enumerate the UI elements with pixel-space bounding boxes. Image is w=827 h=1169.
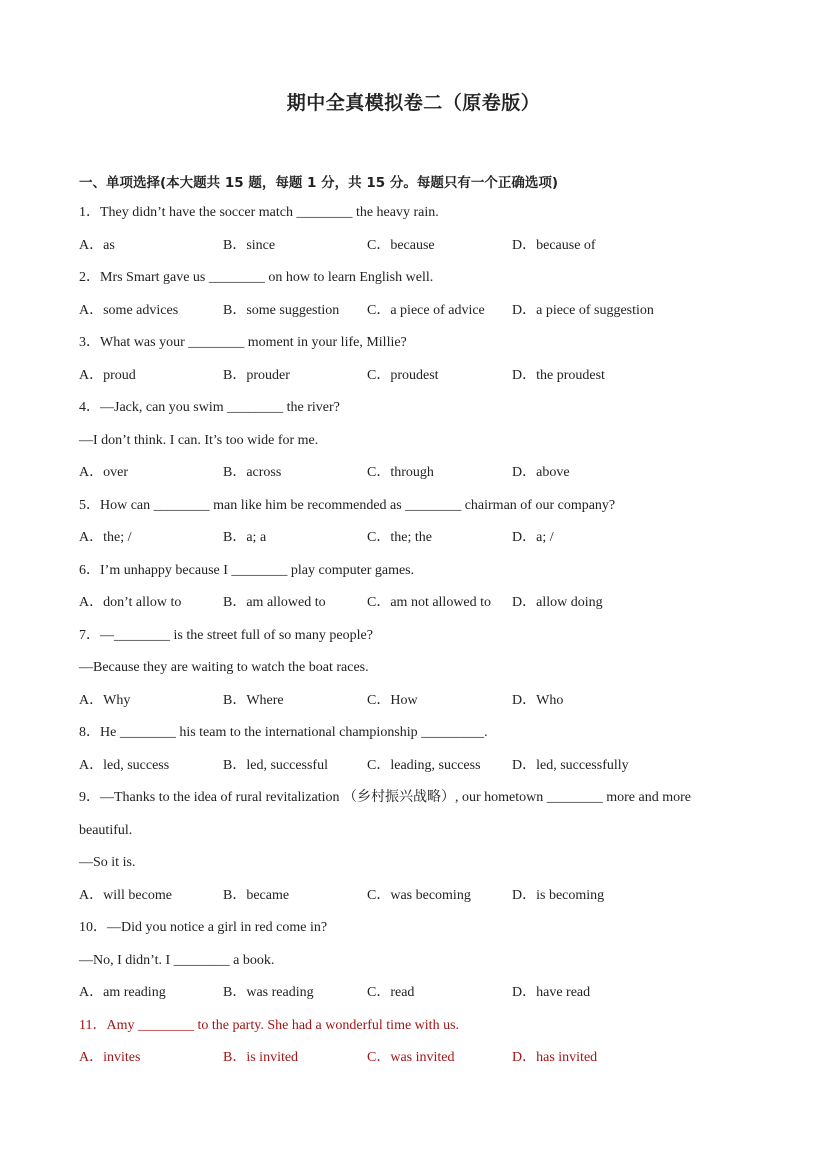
- question-1-stem: 1．They didn’t have the soccer match ________ the heavy rain.: [79, 205, 439, 220]
- question-4-option-c: C．through: [367, 465, 434, 480]
- question-1-option-a: A．as: [79, 238, 115, 253]
- question-7-stem: 7．—________ is the street full of so many people?: [79, 628, 373, 643]
- question-10-option-d: D．have read: [512, 985, 591, 1000]
- question-9-reply: —So it is.: [79, 855, 136, 870]
- question-3-option-c: C．proudest: [367, 368, 439, 383]
- question-2-stem: 2．Mrs Smart gave us ________ on how to learn English well.: [79, 270, 434, 285]
- question-7-option-c: C．How: [367, 693, 418, 708]
- question-2-option-d: D．a piece of suggestion: [512, 303, 654, 318]
- question-11-option-d: D．has invited: [512, 1050, 598, 1065]
- question-3-option-b: B．prouder: [223, 368, 290, 383]
- question-5-option-c: C．the; the: [367, 530, 432, 545]
- question-2-option-c: C．a piece of advice: [367, 303, 485, 318]
- question-5-option-a: A．the; /: [79, 530, 132, 545]
- question-9-continuation: beautiful.: [79, 823, 133, 838]
- question-1-option-d: D．because of: [512, 238, 596, 253]
- question-3-stem: 3．What was your ________ moment in your life, Millie?: [79, 335, 407, 350]
- question-6-stem: 6．I’m unhappy because I ________ play computer games.: [79, 563, 415, 578]
- question-9-stem: 9．—Thanks to the idea of rural revitalization （乡村振兴战略）, our hometown ________ more and more: [79, 790, 691, 805]
- question-2-option-b: B．some suggestion: [223, 303, 340, 318]
- question-6-option-d: D．allow doing: [512, 595, 603, 610]
- question-11-option-a: A．invites: [79, 1050, 141, 1065]
- question-8-option-b: B．led, successful: [223, 758, 328, 773]
- question-3-option-a: A．proud: [79, 368, 136, 383]
- question-7-option-a: A．Why: [79, 693, 131, 708]
- question-8-stem: 8．He ________ his team to the international championship _________.: [79, 725, 488, 740]
- question-9-option-b: B．became: [223, 888, 290, 903]
- question-9-option-d: D．is becoming: [512, 888, 605, 903]
- question-5-option-d: D．a; /: [512, 530, 554, 545]
- question-7-reply: —Because they are waiting to watch the boat races.: [79, 660, 369, 675]
- question-10-option-a: A．am reading: [79, 985, 166, 1000]
- question-2-option-a: A．some advices: [79, 303, 179, 318]
- question-10-stem: 10．—Did you notice a girl in red come in?: [79, 920, 328, 935]
- question-7-option-d: D．Who: [512, 693, 564, 708]
- question-8-option-d: D．led, successfully: [512, 758, 629, 773]
- question-4-option-d: D．above: [512, 465, 570, 480]
- question-8-option-a: A．led, success: [79, 758, 170, 773]
- question-4-option-a: A．over: [79, 465, 128, 480]
- question-11-option-b: B．is invited: [223, 1050, 299, 1065]
- question-9-option-a: A．will become: [79, 888, 172, 903]
- section-heading: 一、单项选择(本大题共 15 题，每题 1 分，共 15 分。每题只有一个正确选项): [79, 175, 559, 191]
- page-title: 期中全真模拟卷二（原卷版）: [286, 92, 541, 114]
- question-7-option-b: B．Where: [223, 693, 284, 708]
- question-1-option-b: B．since: [223, 238, 276, 253]
- question-1-option-c: C．because: [367, 238, 435, 253]
- question-3-option-d: D．the proudest: [512, 368, 605, 383]
- question-5-stem: 5．How can ________ man like him be recommended as ________ chairman of our company?: [79, 498, 616, 513]
- question-4-option-b: B．across: [223, 465, 282, 480]
- question-6-option-c: C．am not allowed to: [367, 595, 492, 610]
- question-4-stem: 4．—Jack, can you swim ________ the river?: [79, 400, 340, 415]
- question-8-option-c: C．leading, success: [367, 758, 481, 773]
- question-6-option-a: A．don’t allow to: [79, 595, 182, 610]
- question-10-option-b: B．was reading: [223, 985, 314, 1000]
- question-9-option-c: C．was becoming: [367, 888, 471, 903]
- question-6-option-b: B．am allowed to: [223, 595, 326, 610]
- question-11-stem: 11．Amy ________ to the party. She had a wonderful time with us.: [79, 1018, 460, 1033]
- question-4-reply: —I don’t think. I can. It’s too wide for me.: [79, 433, 319, 448]
- question-10-option-c: C．read: [367, 985, 415, 1000]
- question-10-reply: —No, I didn’t. I ________ a book.: [79, 953, 275, 968]
- question-5-option-b: B．a; a: [223, 530, 267, 545]
- question-11-option-c: C．was invited: [367, 1050, 455, 1065]
